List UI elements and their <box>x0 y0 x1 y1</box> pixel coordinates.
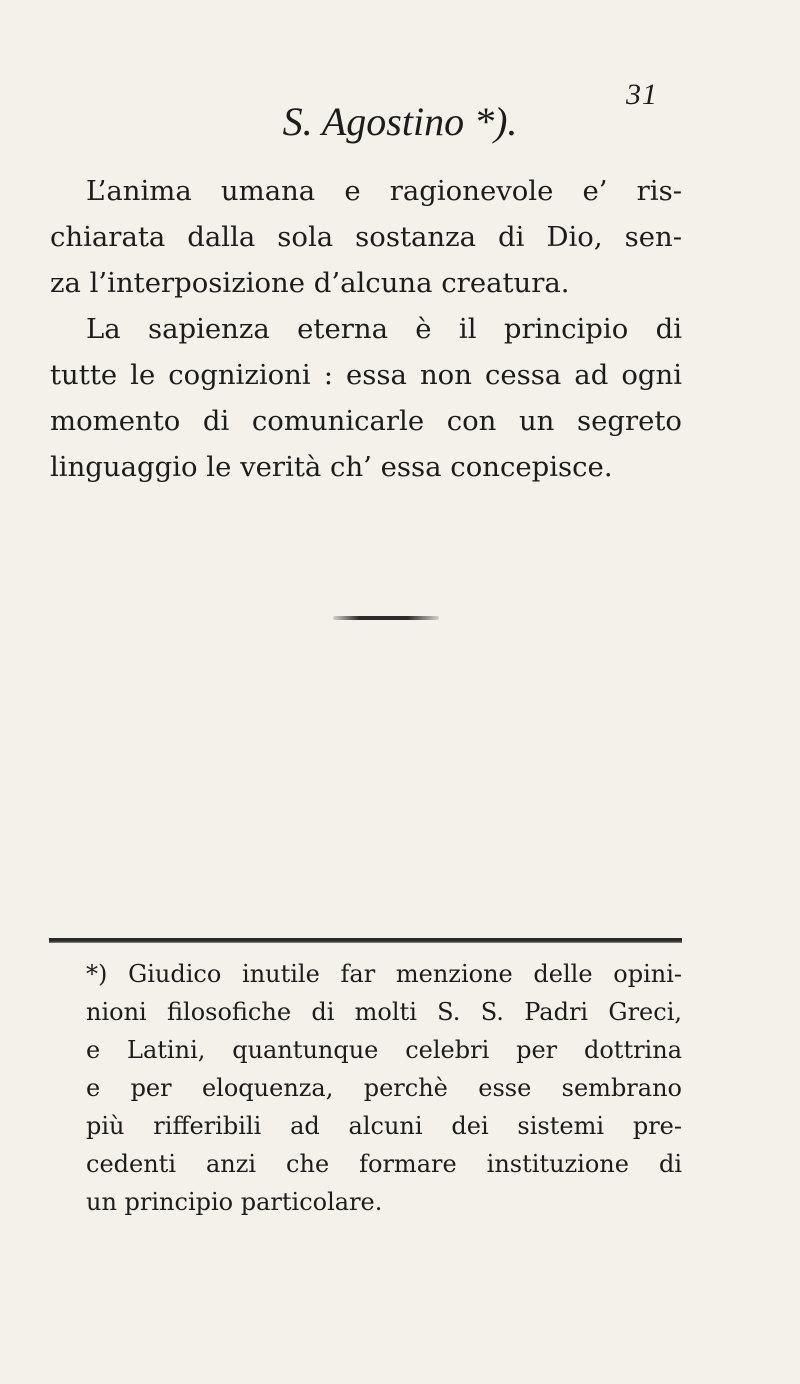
section-title: S. Agostino *). <box>282 99 518 144</box>
footnote-line: nioni filosofiche di molti S. S. Padri Greci, <box>86 998 682 1026</box>
footnote-line: cedenti anzi che formare instituzione di <box>86 1150 682 1178</box>
footnote <box>50 955 682 1221</box>
main-text <box>50 168 682 490</box>
section-divider-ornament <box>333 616 439 620</box>
page-number: 31 <box>626 78 658 111</box>
text-line: tutte le cognizioni : essa non cessa ad ogni <box>50 359 682 391</box>
footnote-line: un principio particolare. <box>86 1188 383 1216</box>
footnote-line: e per eloquenza, perchè esse sembrano <box>86 1074 682 1102</box>
text-line: linguaggio le verità ch’ essa concepisce. <box>50 451 613 483</box>
text-line: za l’interposizione d’alcuna creatura. <box>50 267 570 299</box>
text-line: La sapienza eterna è il principio di <box>86 313 682 345</box>
footnote-line: e Latini, quantunque celebri per dottrina <box>86 1036 682 1064</box>
text-line: L’anima umana e ragionevole e’ ris- <box>86 175 682 207</box>
text-line: chiarata dalla sola sostanza di Dio, sen- <box>50 221 682 253</box>
footnote-line: *) Giudico inutile far menzione delle opini- <box>86 960 682 988</box>
footnote-rule <box>49 938 682 943</box>
footnote-line: più rifferibili ad alcuni dei sistemi pre- <box>86 1112 682 1140</box>
text-line: momento di comunicarle con un segreto <box>50 405 682 437</box>
